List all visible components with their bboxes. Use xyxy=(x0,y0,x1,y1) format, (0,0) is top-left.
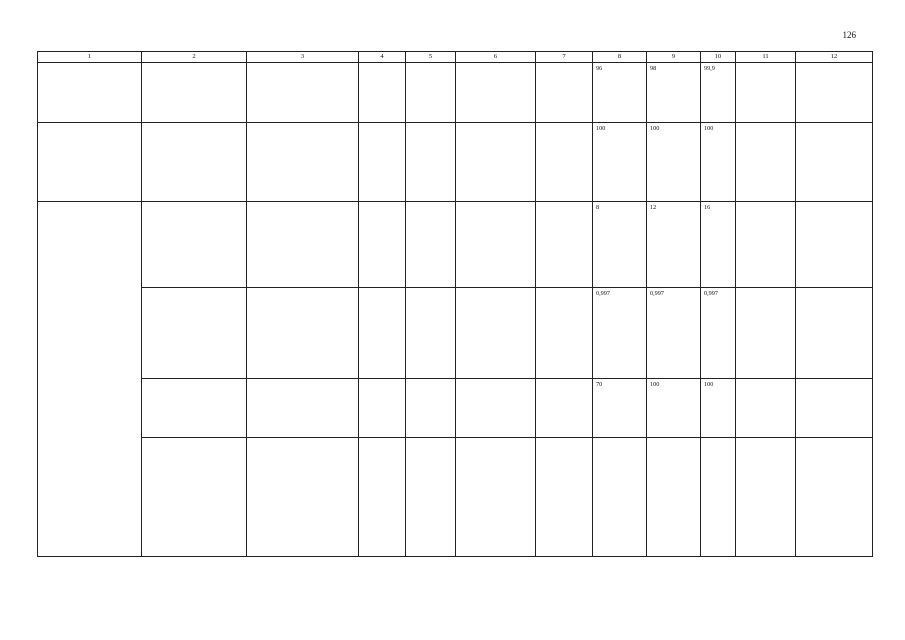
code-cell xyxy=(536,288,593,379)
funding-cell xyxy=(406,288,456,379)
table-row xyxy=(38,288,873,379)
responsible-cell xyxy=(736,379,796,438)
value-cell: 100 xyxy=(701,379,736,438)
period-cell xyxy=(359,379,406,438)
responsible-cell xyxy=(736,288,796,379)
measure-cell xyxy=(142,288,247,379)
program-cell xyxy=(796,123,873,202)
value-cell: 98 xyxy=(647,63,701,123)
responsible-cell xyxy=(736,202,796,288)
indicator-cell xyxy=(456,438,536,557)
code-cell xyxy=(536,202,593,288)
indicator-cell xyxy=(456,123,536,202)
description-cell xyxy=(247,123,359,202)
period-cell xyxy=(359,288,406,379)
value-cell: 8 xyxy=(593,202,647,288)
measure-cell xyxy=(142,202,247,288)
responsible-cell xyxy=(736,438,796,557)
period-cell xyxy=(359,438,406,557)
value-cell: 16 xyxy=(701,202,736,288)
value-cell: 100 xyxy=(593,123,647,202)
funding-cell xyxy=(406,438,456,557)
measure-cell xyxy=(142,123,247,202)
responsible-cell xyxy=(736,63,796,123)
funding-cell xyxy=(406,379,456,438)
program-cell xyxy=(796,63,873,123)
value-cell: 100 xyxy=(701,123,736,202)
value-cell: 99,9 xyxy=(701,63,736,123)
program-cell xyxy=(796,379,873,438)
description-cell xyxy=(247,379,359,438)
column-header: 4 xyxy=(359,52,406,63)
description-cell xyxy=(247,288,359,379)
value-cell xyxy=(593,438,647,557)
period-cell xyxy=(359,123,406,202)
program-cell xyxy=(796,202,873,288)
indicator-cell xyxy=(456,379,536,438)
description-cell xyxy=(247,438,359,557)
value-cell: 0,997 xyxy=(701,288,736,379)
column-header-row xyxy=(38,52,873,63)
table-row xyxy=(38,123,873,202)
program-table xyxy=(37,51,873,557)
value-cell: 96 xyxy=(593,63,647,123)
measure-cell xyxy=(142,438,247,557)
value-cell: 0,997 xyxy=(647,288,701,379)
value-cell xyxy=(701,438,736,557)
description-cell xyxy=(247,202,359,288)
responsible-cell xyxy=(736,123,796,202)
description-cell xyxy=(247,63,359,123)
indicator-cell xyxy=(456,63,536,123)
column-header: 6 xyxy=(456,52,536,63)
code-cell xyxy=(536,63,593,123)
measure-cell xyxy=(142,379,247,438)
column-header: 1 xyxy=(38,52,142,63)
column-header: 12 xyxy=(796,52,873,63)
column-header: 9 xyxy=(647,52,701,63)
table-row xyxy=(38,379,873,438)
column-header: 11 xyxy=(736,52,796,63)
column-header: 8 xyxy=(593,52,647,63)
value-cell: 0,997 xyxy=(593,288,647,379)
funding-cell xyxy=(406,202,456,288)
column-header: 3 xyxy=(247,52,359,63)
column-header: 5 xyxy=(406,52,456,63)
value-cell: 100 xyxy=(647,123,701,202)
value-cell xyxy=(647,438,701,557)
page-number: 126 xyxy=(842,30,856,40)
table-row xyxy=(38,63,873,123)
code-cell xyxy=(536,123,593,202)
program-cell xyxy=(796,288,873,379)
program-cell xyxy=(796,438,873,557)
code-cell xyxy=(536,438,593,557)
period-cell xyxy=(359,63,406,123)
value-cell: 100 xyxy=(647,379,701,438)
period-cell xyxy=(359,202,406,288)
value-cell: 70 xyxy=(593,379,647,438)
table-row xyxy=(38,438,873,557)
funding-cell xyxy=(406,63,456,123)
value-cell: 12 xyxy=(647,202,701,288)
blank-cell xyxy=(38,63,142,123)
column-header: 2 xyxy=(142,52,247,63)
code-cell xyxy=(536,379,593,438)
table-row xyxy=(38,202,873,288)
indicator-cell xyxy=(456,288,536,379)
blank-cell xyxy=(38,123,142,202)
column-header: 10 xyxy=(701,52,736,63)
funding-cell xyxy=(406,123,456,202)
measure-cell xyxy=(142,63,247,123)
column-header: 7 xyxy=(536,52,593,63)
group-cell xyxy=(38,202,142,557)
indicator-cell xyxy=(456,202,536,288)
